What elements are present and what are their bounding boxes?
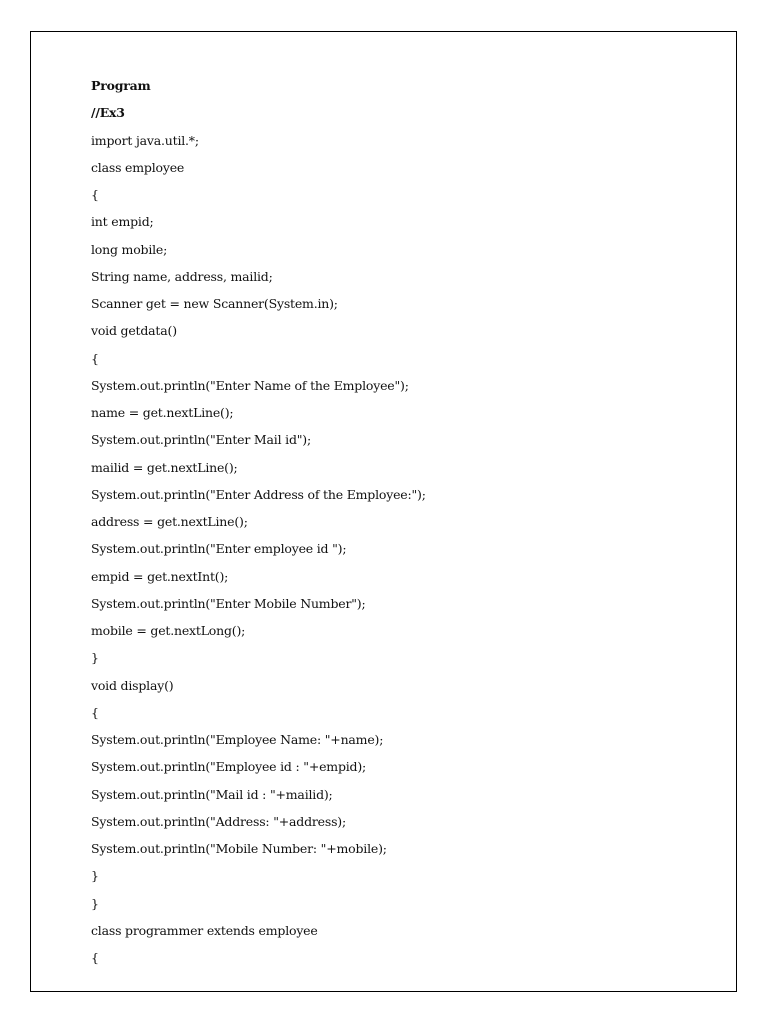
code-line: class programmer extends employee	[91, 922, 318, 938]
code-line: System.out.println("Mobile Number: "+mobile);	[91, 841, 387, 856]
code-line: class employee	[91, 159, 185, 175]
code-line: Scanner get = new Scanner(System.in);	[91, 296, 338, 311]
exercise-label: //Ex3	[91, 105, 125, 121]
code-line: void display()	[91, 677, 174, 693]
code-line: void getdata()	[91, 323, 177, 339]
code-line: System.out.println("Enter Name of the Employee");	[91, 377, 409, 393]
code-line: System.out.println("Address: "+address);	[91, 813, 346, 829]
code-line: address = get.nextLine();	[91, 514, 248, 529]
code-line: empid = get.nextInt();	[91, 568, 229, 584]
code-line: System.out.println("Employee Name: "+name);	[91, 732, 384, 747]
code-line: {	[91, 704, 99, 720]
page-heading: Program	[91, 78, 151, 93]
code-line: }	[91, 650, 99, 666]
code-line: }	[91, 895, 99, 911]
code-line: System.out.println("Mail id : "+mailid);	[91, 786, 333, 802]
code-line: mailid = get.nextLine();	[91, 459, 238, 475]
code-line: import java.util.*;	[91, 132, 199, 148]
code-line: System.out.println("Employee id : "+empid);	[91, 759, 367, 775]
code-line: int empid;	[91, 214, 154, 230]
code-line: System.out.println("Enter Mobile Number");	[91, 595, 366, 611]
code-line: {	[91, 950, 99, 965]
code-line: System.out.println("Enter Mail id");	[91, 432, 311, 448]
code-line: {	[91, 187, 99, 202]
code-listing	[91, 72, 426, 971]
code-line: name = get.nextLine();	[91, 405, 234, 420]
code-line: System.out.println("Enter Address of the Employee:");	[91, 486, 426, 502]
code-line: {	[91, 350, 99, 366]
code-line: System.out.println("Enter employee id ");	[91, 541, 347, 557]
code-line: String name, address, mailid;	[91, 268, 273, 284]
document-page	[30, 31, 737, 992]
code-line: mobile = get.nextLong();	[91, 623, 246, 638]
code-line: long mobile;	[91, 241, 168, 257]
code-line: }	[91, 868, 99, 884]
